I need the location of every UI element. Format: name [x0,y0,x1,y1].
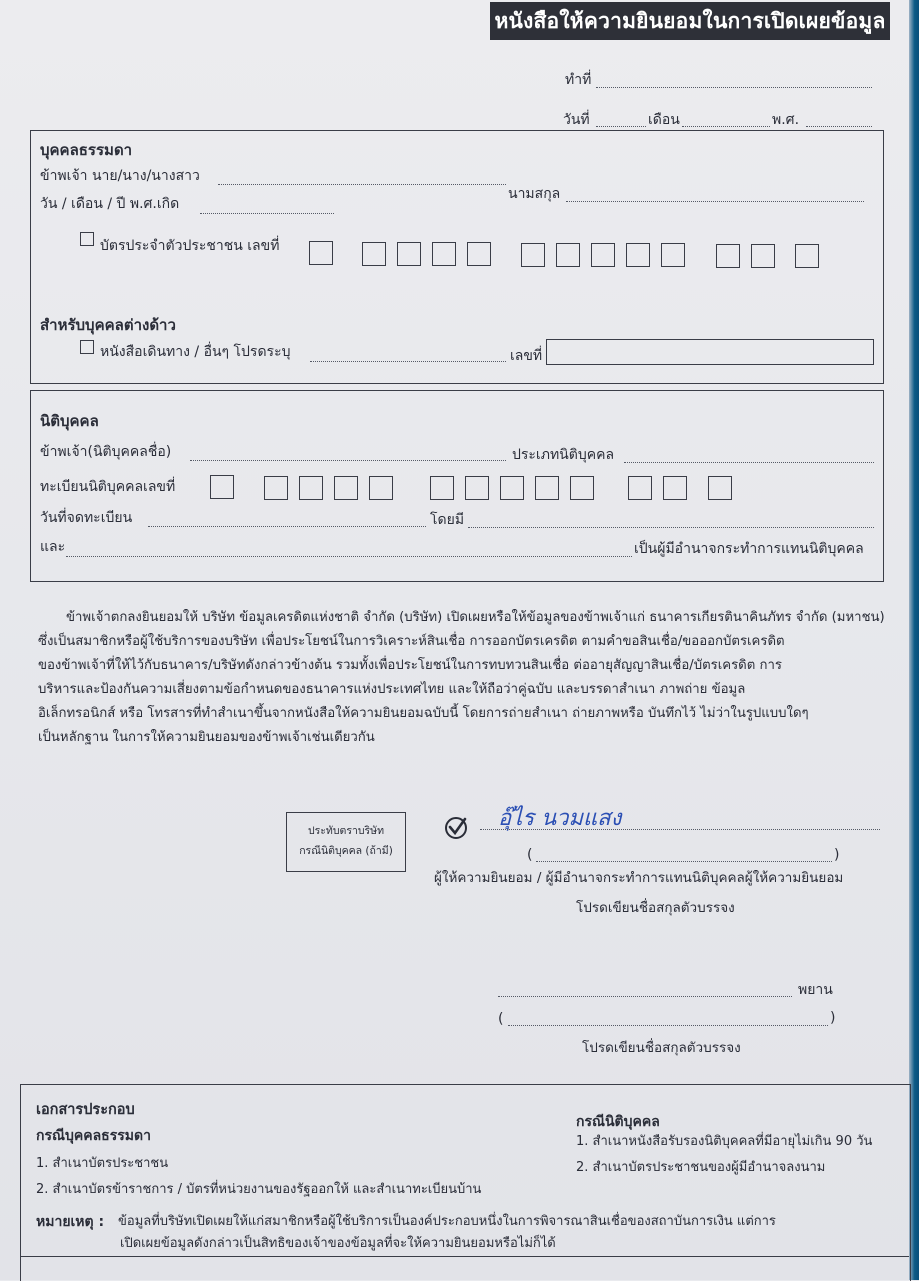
individual-doc-item: 2. สำเนาบัตรข้าราชการ / บัตรที่หน่วยงานของรัฐออกให้ และสำเนาทะเบียนบ้าน [36,1182,482,1197]
surname-label: นามสกุล [508,186,561,202]
reg-digit-box[interactable] [299,476,323,500]
juristic-docs-heading: กรณีนิติบุคคล [576,1114,660,1130]
dob-field[interactable] [200,213,334,214]
passport-label: หนังสือเดินทาง / อื่นๆ โปรดระบุ [100,344,291,360]
id-digit-box[interactable] [751,244,775,268]
consent-line: เป็นหลักฐาน ในการให้ความยินยอมของข้าพเจ้าเช่นเดียวกัน [38,730,375,745]
paren-close: ) [834,847,840,863]
year-label: พ.ศ. [772,112,800,128]
witness-paren-open: ( [498,1011,504,1027]
authorized-label: เป็นผู้มีอำนาจกระทำการแทนนิติบุคคล [634,541,864,557]
reg-digit-box[interactable] [210,475,234,499]
id-digit-box[interactable] [626,243,650,267]
consent-paragraph [38,606,898,750]
reg-digit-box[interactable] [264,476,288,500]
consent-line: ข้าพเจ้าตกลงยินยอมให้ บริษัท ข้อมูลเครดิตแห่งชาติ จำกัด (บริษัท) เปิดเผยหรือให้ข้อมูลของข้าพเจ้าแก่ ธนาคารเกียรตินาคินภัทร จำกัด (มหาชน) [66,610,885,625]
note-label: หมายเหตุ : [36,1214,105,1230]
id-digit-box[interactable] [467,242,491,266]
id-digit-box[interactable] [556,243,580,267]
reg-digit-box[interactable] [465,476,489,500]
id-digit-box[interactable] [432,242,456,266]
note-line: ข้อมูลที่บริษัทเปิดเผยให้แก่สมาชิกหรือผู้ใช้บริการเป็นองค์ประกอบหนึ่งในการพิจารณาสินเชื่อของสถาบันการเงิน แต่การ [118,1214,776,1229]
witness-label: พยาน [798,982,833,998]
place-label: ทำที่ [565,72,592,88]
by-label: โดยมี [430,512,465,528]
passport-type-field[interactable] [310,361,506,362]
month-label: เดือน [648,112,680,128]
stamp-text: ประทับตราบริษัท [307,825,385,837]
witness-signature-line[interactable] [498,996,792,997]
name-field[interactable] [218,184,506,185]
reg-digit-box[interactable] [628,476,652,500]
id-digit-box[interactable] [795,244,819,268]
passport-number-input[interactable] [546,339,874,365]
id-digit-box[interactable] [716,244,740,268]
reg-digit-box[interactable] [535,476,559,500]
witness-paren-close: ) [830,1010,836,1026]
juristic-name-field[interactable] [190,460,506,461]
id-digit-box[interactable] [661,243,685,267]
id-card-checkbox[interactable] [80,232,94,246]
id-digit-box[interactable] [309,241,333,265]
consent-line: ของข้าพเจ้าที่ให้ไว้กับธนาคาร/บริษัทดังกล่าวข้างต้น รวมทั้งเพื่อประโยชน์ในการทบทวนสินเชื่อ ต่ออายุสัญญาสินเชื่อ/บัตรเครดิต การ [38,658,782,673]
dob-label: วัน / เดือน / ปี พ.ศ.เกิด [40,196,180,212]
year-field[interactable] [806,126,872,127]
id-digit-box[interactable] [521,243,545,267]
reg-digit-box[interactable] [708,476,732,500]
stamp-text: กรณีนิติบุคคล (ถ้ามี) [299,845,393,857]
paren-open: ( [527,847,533,863]
check-mark-icon [443,815,469,841]
passport-number-label: เลขที่ [510,348,543,364]
consent-line: บริหารและป้องกันความเสี่ยงตามข้อกำหนดของธนาคารแห่งประเทศไทย และให้ถือว่าคู่ฉบับ และบรรดาสำเนา ภาพถ่าย ข้อมูล [38,682,746,697]
signer-caption: ผู้ให้ความยินยอม / ผู้มีอำนาจกระทำการแทนนิติบุคคลผู้ให้ความยินยอม [434,870,844,886]
juristic-name-label: ข้าพเจ้า(นิติบุคคลชื่อ) [40,444,172,460]
witness-print-name-note: โปรดเขียนชื่อสกุลตัวบรรจง [582,1040,741,1056]
reg-date-field[interactable] [148,526,426,527]
id-card-label: บัตรประจำตัวประชาชน เลขที่ [100,238,280,254]
passport-checkbox[interactable] [80,340,94,354]
reg-digit-box[interactable] [369,476,393,500]
bottom-rule [20,1256,909,1257]
day-field[interactable] [596,126,646,127]
print-name-note: โปรดเขียนชื่อสกุลตัวบรรจง [576,900,735,916]
reg-digit-box[interactable] [334,476,358,500]
juristic-type-label: ประเภทนิติบุคคล [512,447,615,463]
individual-docs-heading: กรณีบุคคลธรรมดา [36,1128,151,1144]
juristic-heading: นิติบุคคล [40,412,99,430]
form-title: หนังสือให้ความยินยอมในการเปิดเผยข้อมูล [490,2,890,40]
consent-line: อิเล็กทรอนิกส์ หรือ โทรสารที่ทำสำเนาขึ้นจากหนังสือให้ความยินยอมฉบับนี้ โดยการถ่ายสำเนา ถ่ายภาพหรือ บันทึกไว้ ไม่ว่าในรูปแบบใดๆ [38,706,809,721]
id-digit-box[interactable] [362,242,386,266]
company-stamp-box [286,812,406,872]
reg-date-label: วันที่จดทะเบียน [40,510,133,526]
id-digit-box[interactable] [397,242,421,266]
attachments-heading: เอกสารประกอบ [36,1102,135,1118]
individual-doc-item: 1. สำเนาบัตรประชาชน [36,1156,169,1171]
handwritten-signature: อุ๊ไร นวมแสง [498,806,622,831]
reg-digit-box[interactable] [430,476,454,500]
reg-digit-box[interactable] [570,476,594,500]
witness-name-field[interactable] [508,1025,828,1026]
id-digit-box[interactable] [591,243,615,267]
month-field[interactable] [682,126,770,127]
name-label: ข้าพเจ้า นาย/นาง/นางสาว [40,168,200,184]
foreign-heading: สำหรับบุคคลต่างด้าว [40,316,176,334]
signer-name-field[interactable] [536,861,832,862]
juristic-doc-item: 2. สำเนาบัตรประชาชนของผู้มีอำนาจลงนาม [576,1160,826,1175]
reg-digit-box[interactable] [663,476,687,500]
juristic-type-field[interactable] [624,462,874,463]
date-label: วันที่ [563,112,590,128]
place-field[interactable] [596,87,872,88]
signature-line[interactable] [480,829,880,830]
note-line: เปิดเผยข้อมูลดังกล่าวเป็นสิทธิของเจ้าของข้อมูลที่จะให้ความยินยอมหรือไม่ก็ได้ [120,1236,556,1251]
and-label: และ [40,539,66,555]
consent-line: ซึ่งเป็นสมาชิกหรือผู้ใช้บริการของบริษัท เพื่อประโยชน์ในการวิเคราะห์สินเชื่อ การออกบัตรเครดิต ตามคำขอสินเชื่อ/ขอออกบัตรเครดิต [38,634,785,649]
juristic-doc-item: 1. สำเนาหนังสือรับรองนิติบุคคลที่มีอายุไม่เกิน 90 วัน [576,1134,873,1149]
by-field[interactable] [468,527,874,528]
individual-heading: บุคคลธรรมดา [40,141,133,159]
reg-number-label: ทะเบียนนิติบุคคลเลขที่ [40,479,176,495]
surname-field[interactable] [566,201,864,202]
and-field[interactable] [66,556,632,557]
reg-digit-box[interactable] [500,476,524,500]
